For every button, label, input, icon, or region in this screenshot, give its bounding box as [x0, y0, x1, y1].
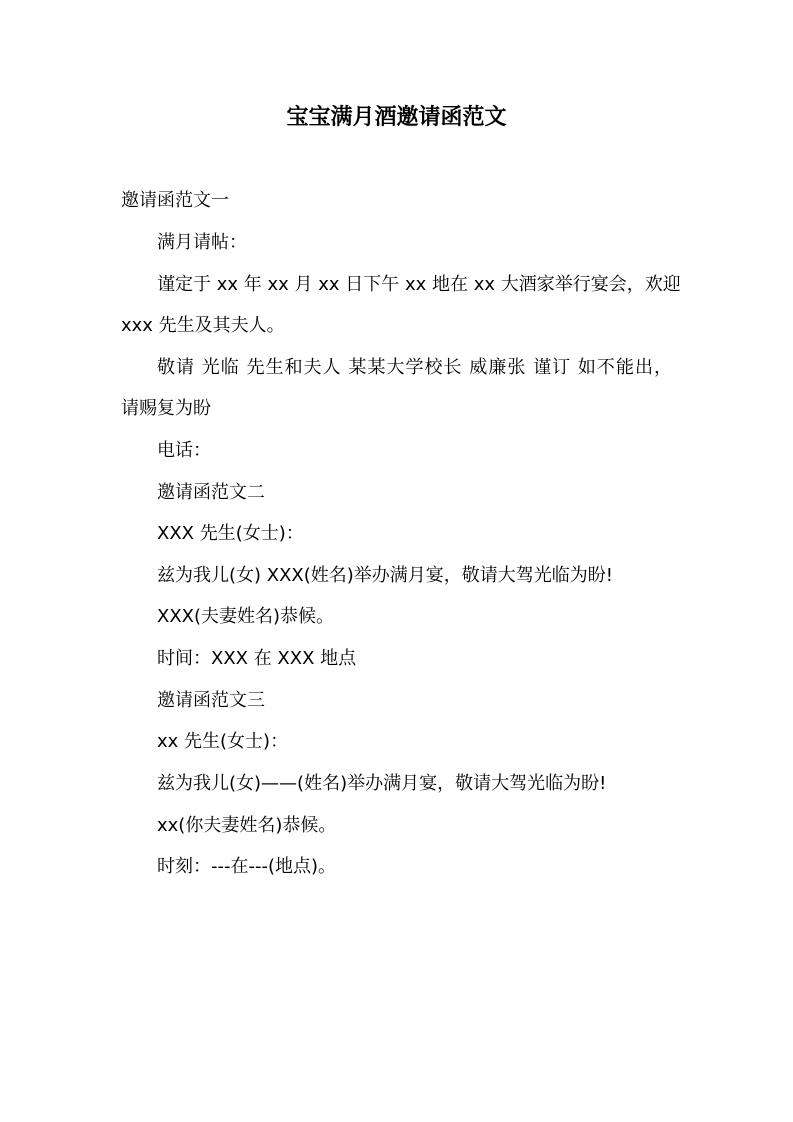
paragraph-line: xxx 先生及其夫人。: [121, 315, 285, 336]
paragraph-line: 兹为我儿(女)——(姓名)举办满月宴，敬请大驾光临为盼!: [157, 773, 607, 794]
paragraph-line: 时刻：---在---(地点)。: [157, 856, 337, 877]
paragraph-line: 谨定于 xx 年 xx 月 xx 日下午 xx 地在 xx 大酒家举行宴会，欢迎: [157, 274, 681, 295]
paragraph-line: XXX(夫妻姓名)恭候。: [157, 606, 335, 627]
paragraph-line: 兹为我儿(女) XXX(姓名)举办满月宴，敬请大驾光临为盼!: [157, 565, 614, 586]
section-heading-3: 邀请函范文三: [157, 690, 265, 711]
section-heading-1: 邀请函范文一: [121, 190, 229, 211]
paragraph-line: XXX 先生(女士)：: [157, 523, 304, 544]
document-title: 宝宝满月酒邀请函范文: [286, 105, 507, 130]
section-heading-2: 邀请函范文二: [157, 482, 265, 503]
paragraph-line: 电话：: [157, 440, 211, 461]
paragraph-line: 敬请 光临 先生和夫人 某某大学校长 威廉张 谨订 如不能出，: [157, 357, 672, 378]
paragraph-line: xx(你夫妻姓名)恭候。: [157, 815, 337, 836]
paragraph-line: 满月请帖：: [157, 232, 247, 253]
paragraph-line: 请赐复为盼: [121, 398, 211, 419]
paragraph-line: 时间：XXX 在 XXX 地点: [157, 648, 357, 669]
paragraph-line: xx 先生(女士)：: [157, 731, 289, 752]
